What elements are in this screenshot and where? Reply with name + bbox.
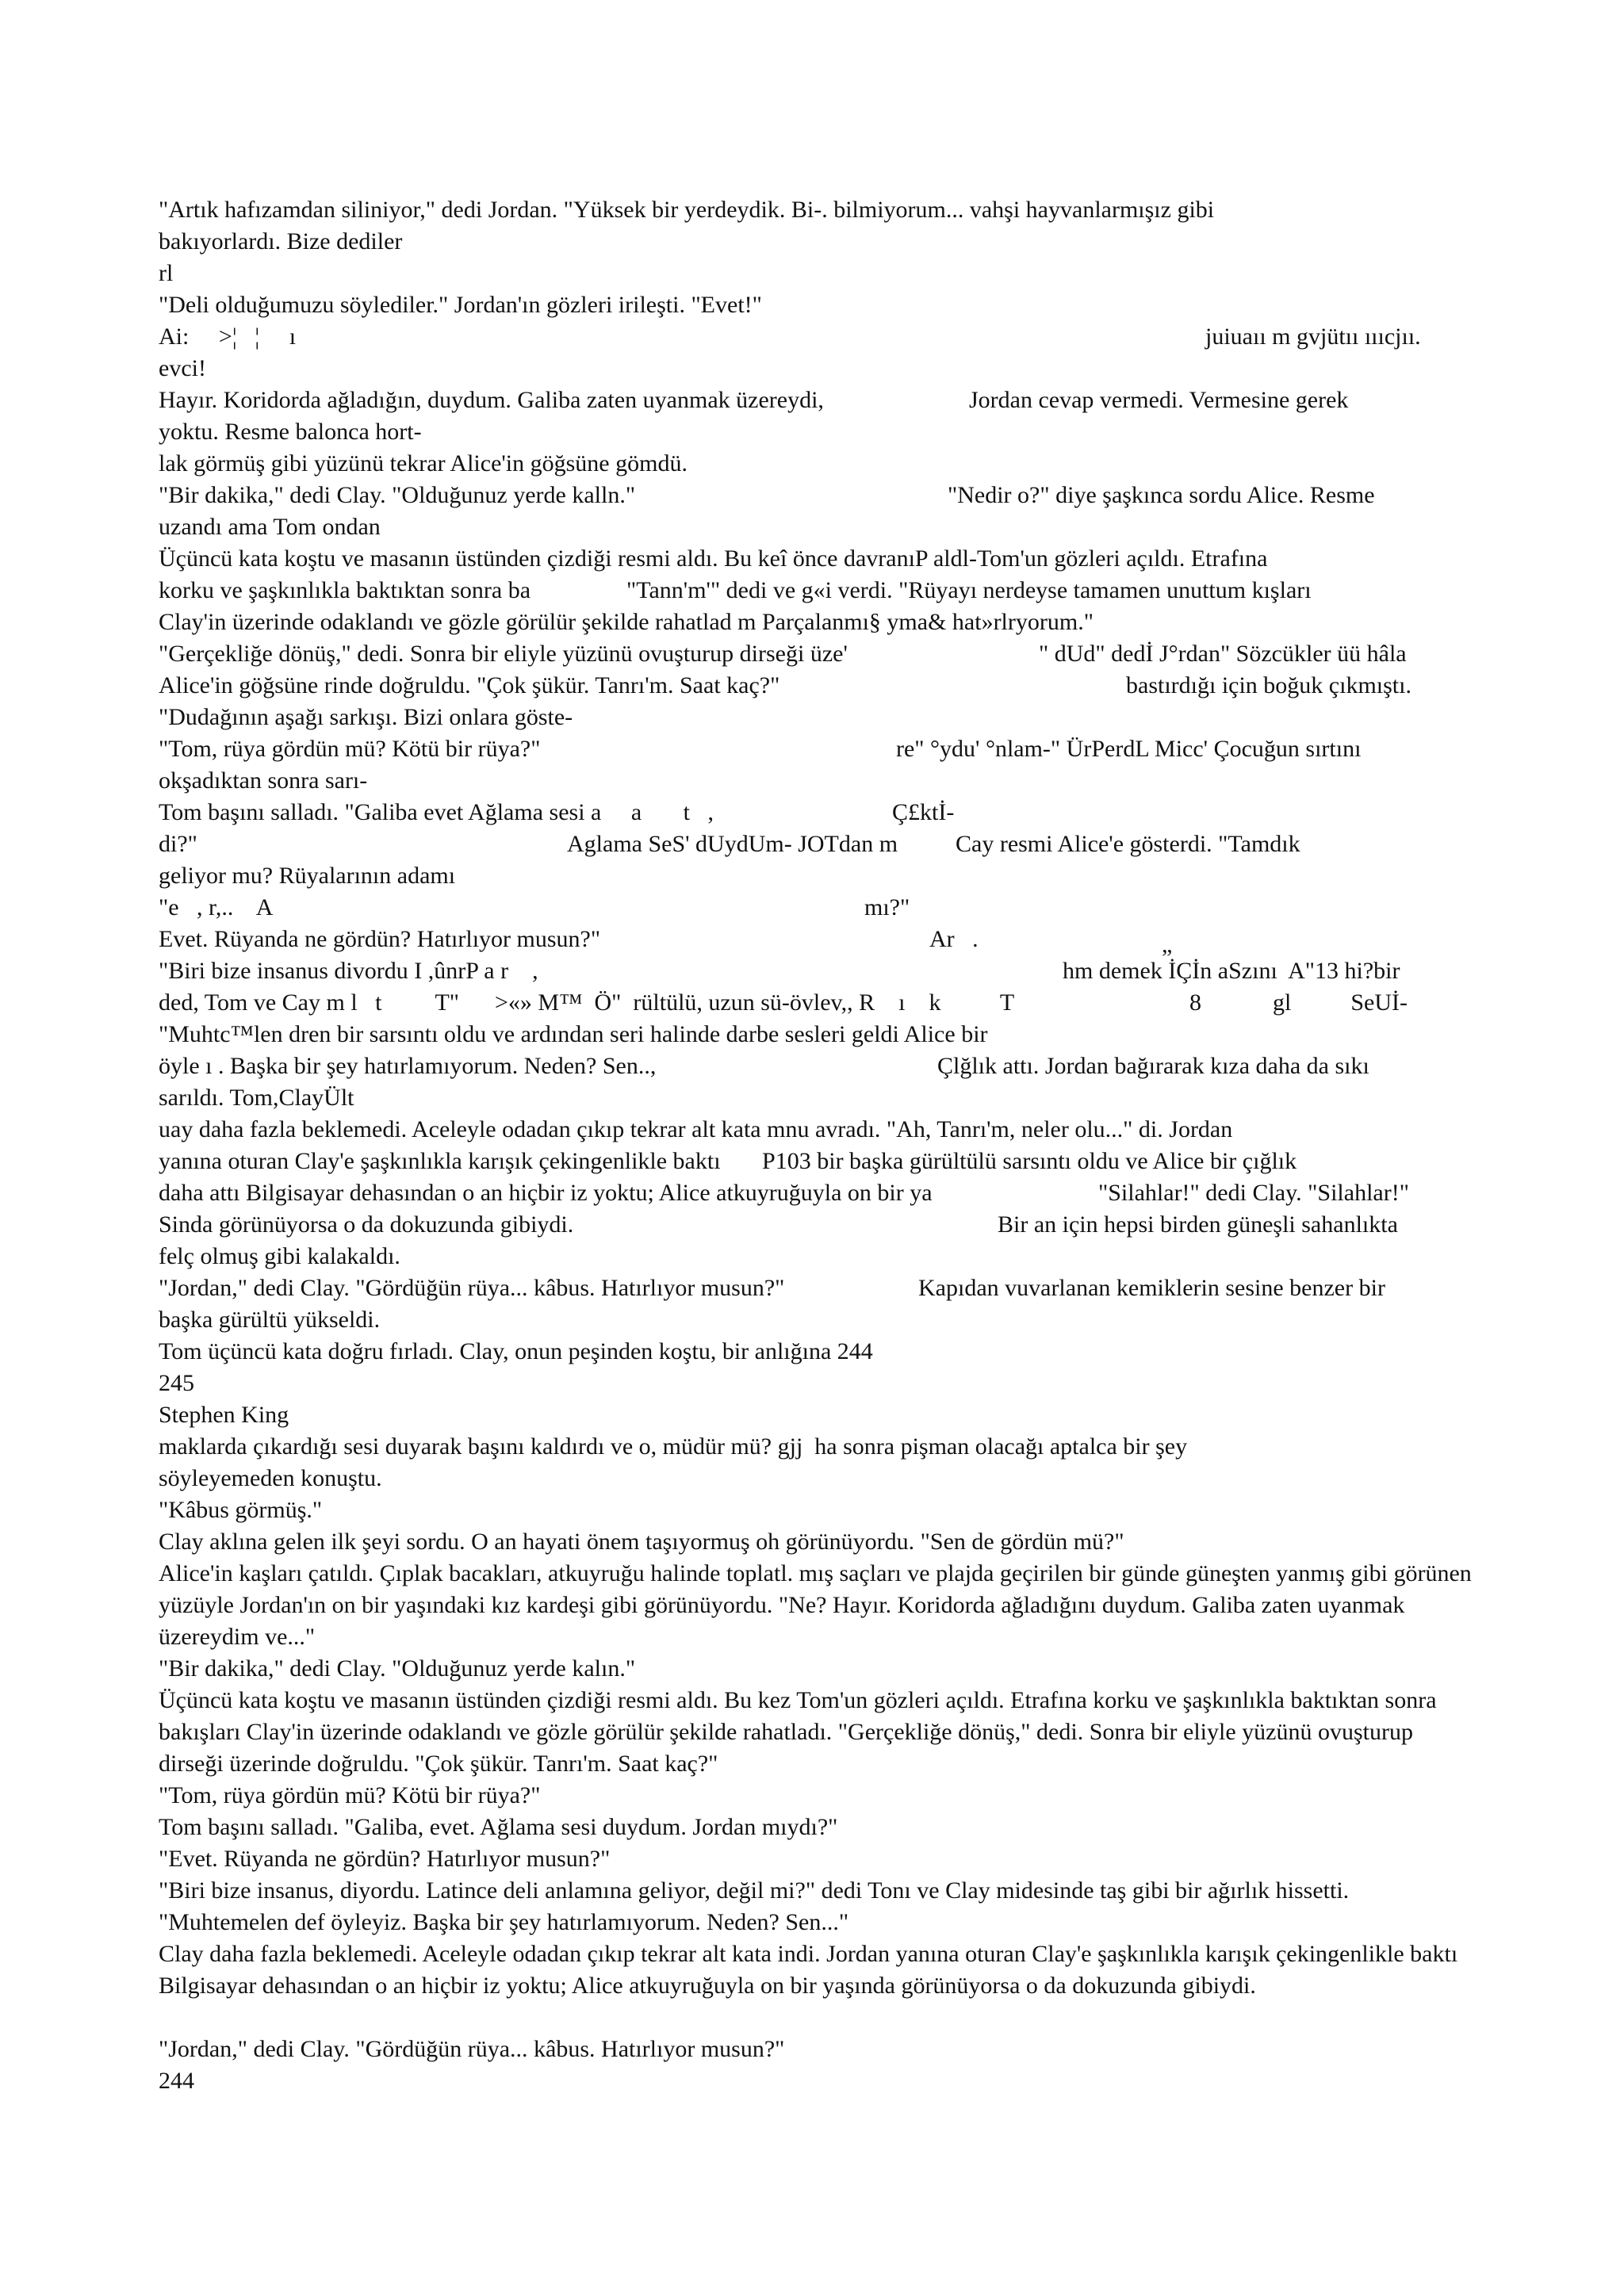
text-line-6: evci! — [159, 355, 206, 381]
text-line-4: "Deli olduğumuzu söylediler." Jordan'ın gözleri irileşti. "Evet!" — [159, 292, 762, 318]
text-line-13: korku ve şaşkınlıkla baktıktan sonra ba — [159, 577, 531, 603]
right-fragment-15: 8 gl SeUİ- — [1189, 989, 1408, 1016]
right-fragment-1: juiuaıı m gvjütıı ıııcjıı. — [1205, 323, 1421, 350]
text-line-27: "Muhtc™len dren bir sarsıntı oldu ve ardından seri halinde darbe sesleri geldi Alice bir — [159, 1021, 988, 1047]
text-line-31: yanına oturan Clay'e şaşkınlıkla karışık çekingenlikle baktı P103 bir başka gürültülü sarsıntı oldu ve Alice bir çığlık — [159, 1148, 1297, 1174]
text-line-38: 245 — [159, 1370, 194, 1396]
text-line-40: maklarda çıkardığı sesi duyarak başını kaldırdı ve o, müdür mü? gjj ha sonra pişman olacağı aptalca bir şey — [159, 1433, 1188, 1460]
right-fragment-14: hm demek İÇİn aSzını A"13 hi?bir — [1063, 958, 1400, 984]
text-line-2: bakıyorlardı. Bize dediler — [159, 228, 403, 254]
paragraph-4: "Tom, rüya gördün mü? Kötü bir rüya?" — [159, 1782, 541, 1808]
text-line-33: Sinda görünüyorsa o da dokuzunda gibiydi. — [159, 1211, 574, 1238]
text-line-41: söyleyemeden konuştu. — [159, 1465, 382, 1491]
text-line-11: uzandı ama Tom ondan — [159, 514, 381, 540]
text-line-3: rl — [159, 260, 174, 286]
text-line-15: "Gerçekliğe dönüş," dedi. Sonra bir eliyle yüzünü ovuşturup dirseği üze' — [159, 641, 848, 667]
text-line-14: Clay'in üzerinde odaklandı ve gözle görülür şekilde rahatlad m Parçalanmı§ yma& hat»rlryorum." — [159, 609, 1094, 635]
text-line-7: Hayır. Koridorda ağladığın, duydum. Galiba zaten uyanmak üzereydi, — [159, 387, 824, 413]
text-line-36: başka gürültü yükseldi. — [159, 1307, 381, 1333]
paragraph-3: Üçüncü kata koştu ve masanın üstünden çizdiği resmi aldı. Bu kez Tom'un gözleri açıldı. Etrafına korku ve şaşkınlıkla baktıktan sonra bakışları Clay'in üzerinde odaklandı ve gözle görülür şekilde rahatladı. "Gerçekliğe dönüş," dedi. Sonra bir eliyle yüzünü ovuşturup dirseği üzerinde doğruldu. "Çok şükür. Tanrı'm. Saat kaç?" — [159, 1687, 1437, 1777]
text-line-10: "Bir dakika," dedi Clay. "Olduğunuz yerde kalln." — [159, 482, 636, 508]
text-line-22: geliyor mu? Rüyalarının adamı — [159, 863, 456, 889]
right-fragment-4: "Tann'm'" dedi ve g«i verdi. "Rüyayı nerdeyse tamamen unuttum kışları — [626, 577, 1312, 603]
paragraph-1: Alice'in kaşları çatıldı. Çıplak bacakları, atkuyruğu halinde toplatl. mış saçları ve plajda geçirilen bir günde güneşten yanmış gibi görünen yüzüyle Jordan'ın on bir yaşındaki kız kardeşi gibi görünüyordu. "Ne? Hayır. Koridorda ağladığını duydum. Galiba zaten uyanmak üzereydim ve..." — [159, 1560, 1472, 1650]
paragraph-8: Clay daha fazla beklemedi. Aceleyle odadan çıkıp tekrar alt kata indi. Jordan yanına oturan Clay'e şaşkınlıkla karışık çekingenlikle baktı Bilgisayar dehasından o an hiçbir iz yoktu; Alice atkuyruğuyla on bir yaşında görünüyorsa o da dokuzunda gibiydi. — [159, 1941, 1458, 1999]
text-line-5: Ai: >¦ ¦ ı — [159, 323, 297, 350]
paragraph-9: "Jordan," dedi Clay. "Gördüğün rüya... kâbus. Hatırlıyor musun?" — [159, 2036, 785, 2062]
right-fragment-18: Bir an için hepsi birden güneşli sahanlıkta — [998, 1211, 1398, 1238]
text-line-43: Clay aklına gelen ilk şeyi sordu. O an hayati önem taşıyormuş oh görünüyordu. "Sen de gördün mü?" — [159, 1529, 1124, 1555]
text-line-30: uay daha fazla beklemedi. Aceleyle odadan çıkıp tekrar alt kata mnu avradı. "Ah, Tanrı'm, neler olu..." di. Jordan — [159, 1116, 1233, 1142]
text-line-21: di?" — [159, 831, 197, 857]
right-fragment-12: Ar . — [929, 926, 979, 952]
paragraph-6: "Evet. Rüyanda ne gördün? Hatırlıyor musun?" — [159, 1846, 611, 1872]
text-line-20: Tom başını salladı. "Galiba evet Ağlama sesi a a t , — [159, 799, 714, 825]
right-fragment-10: Cay resmi Alice'e gösterdi. "Tamdık — [956, 831, 1300, 857]
text-line-26: ded, Tom ve Cay m l t T" >«» M™ Ö" rültülü, uzun sü-övlev,, R ı k T — [159, 989, 1015, 1016]
paragraph-2: "Bir dakika," dedi Clay. "Olduğunuz yerde kalın." — [159, 1655, 636, 1682]
text-line-29: sarıldı. Tom,ClayÜlt — [159, 1085, 354, 1111]
text-line-24: Evet. Rüyanda ne gördün? Hatırlıyor musun?" — [159, 926, 601, 952]
right-fragment-5: " dUd" dedİ J°rdan" Sözcükler üü hâla — [1039, 641, 1407, 667]
text-line-37: Tom üçüncü kata doğru fırladı. Clay, onun peşinden koştu, bir anlığına 244 — [159, 1338, 873, 1364]
right-fragment-11: mı?" — [864, 894, 910, 920]
right-fragment-19: Kapıdan vuvarlanan kemiklerin sesine benzer bir — [918, 1275, 1385, 1301]
page-number: 244 — [159, 2068, 194, 2094]
right-fragment-17: "Silahlar!" dedi Clay. "Silahlar!" — [1098, 1180, 1409, 1206]
right-fragment-6: bastırdığı için boğuk çıkmıştı. — [1126, 672, 1411, 698]
text-line-34: felç olmuş gibi kalakaldı. — [159, 1243, 400, 1269]
right-fragment-9: Aglama SeS' dUydUm- JOTdan m — [567, 831, 898, 857]
right-fragment-8: Ç£ktİ- — [892, 799, 955, 825]
right-fragment-16: Çlğlık attı. Jordan bağırarak kıza daha da sıkı — [937, 1053, 1369, 1079]
text-line-18: "Tom, rüya gördün mü? Kötü bir rüya?" — [159, 736, 541, 762]
text-line-23: "e , r,.. A — [159, 894, 274, 920]
right-fragment-2: Jordan cevap vermedi. Vermesine gerek — [969, 387, 1349, 413]
text-line-12: Üçüncü kata koştu ve masanın üstünden çizdiği resmi aldı. Bu keî önce davranıP aldl-Tom'un gözleri açıldı. Etrafına — [159, 545, 1268, 572]
text-line-25: "Biri bize insanus divordu I ,ûnrP a r , — [159, 958, 538, 984]
text-line-8: yoktu. Resme balonca hort- — [159, 419, 422, 445]
text-line-28: öyle ı . Başka bir şey hatırlamıyorum. Neden? Sen.., — [159, 1053, 657, 1079]
right-fragment-13: „ — [1162, 932, 1173, 958]
running-header: Stephen King — [159, 1402, 289, 1428]
text-line-19: okşadıktan sonra sarı- — [159, 767, 368, 794]
paragraph-7: "Biri bize insanus, diyordu. Latince deli anlamına geliyor, değil mi?" dedi Tonı ve Clay midesinde taş gibi bir ağırlık hissetti. "Muhtemelen def öyleyiz. Başka bir şey hatırlamıyorum. Neden? Sen..." — [159, 1877, 1350, 1935]
paragraph-5: Tom başını salladı. "Galiba, evet. Ağlama sesi duydum. Jordan mıydı?" — [159, 1814, 838, 1840]
text-line-32: daha attı Bilgisayar dehasından o an hiçbir iz yoktu; Alice atkuyruğuyla on bir ya — [159, 1180, 933, 1206]
right-fragment-7: re" °ydu' °nlam-" ÜrPerdL Micc' Çocuğun sırtını — [896, 736, 1362, 762]
text-line-42: "Kâbus görmüş." — [159, 1497, 323, 1523]
text-line-16: Alice'in göğsüne rinde doğruldu. "Çok şükür. Tanrı'm. Saat kaç?" — [159, 672, 780, 698]
text-line-35: "Jordan," dedi Clay. "Gördüğün rüya... kâbus. Hatırlıyor musun?" — [159, 1275, 785, 1301]
text-line-1: "Artık hafızamdan siliniyor," dedi Jordan. "Yüksek bir yerdeydik. Bi-. bilmiyorum... vahşi hayvanlarmışız gibi — [159, 197, 1215, 223]
right-fragment-3: "Nedir o?" diye şaşkınca sordu Alice. Resme — [948, 482, 1375, 508]
text-line-9: lak görmüş gibi yüzünü tekrar Alice'in göğsüne gömdü. — [159, 450, 688, 476]
text-line-17: "Dudağının aşağı sarkışı. Bizi onlara göste- — [159, 704, 573, 730]
